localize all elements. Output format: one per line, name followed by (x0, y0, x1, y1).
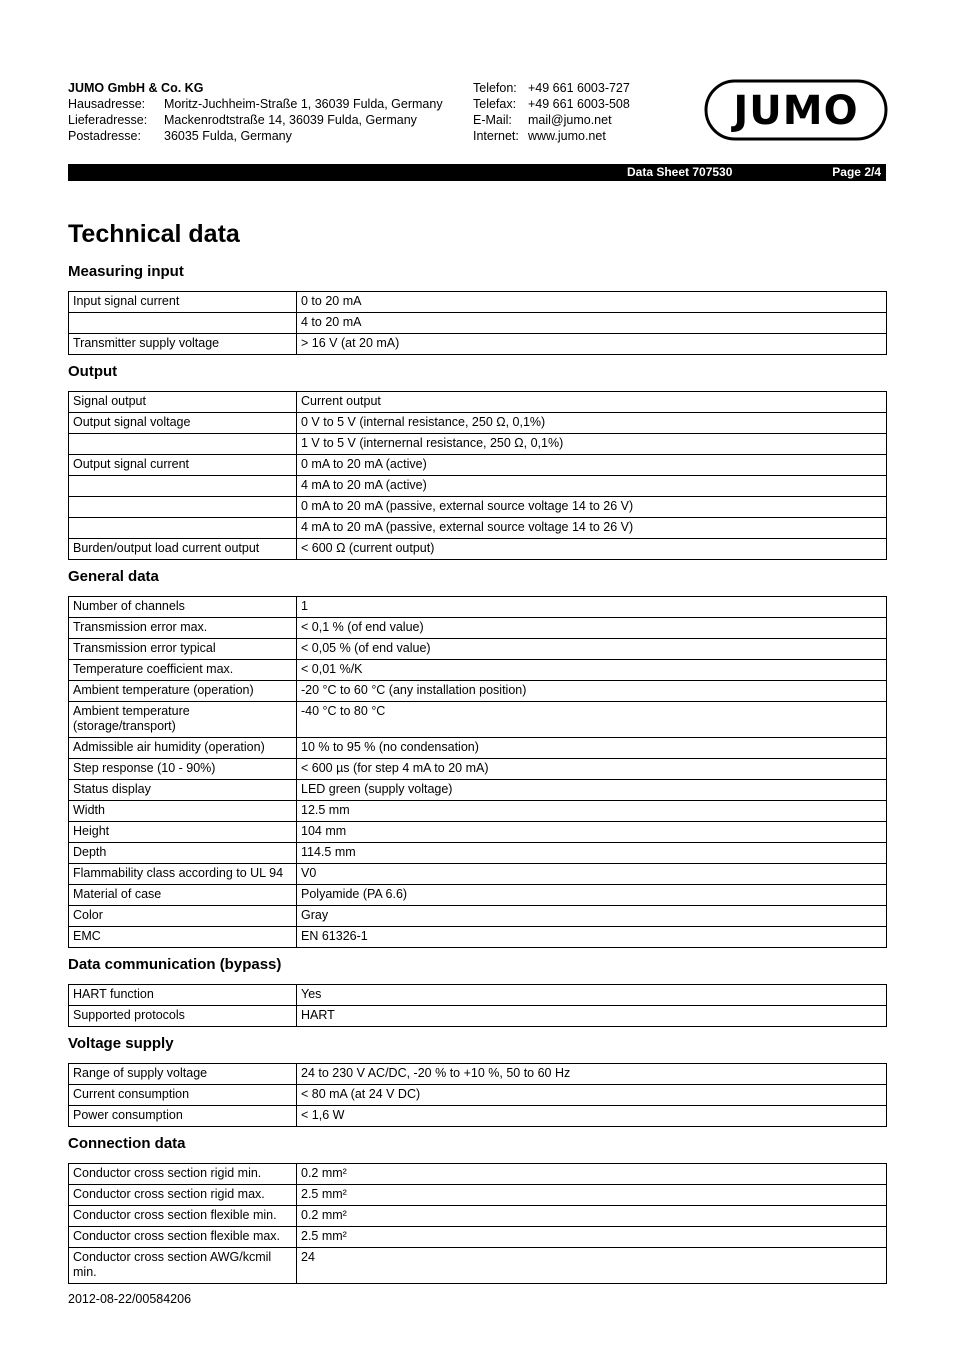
spec-value: EN 61326-1 (297, 927, 887, 948)
spec-value: Yes (297, 985, 887, 1006)
spec-name (69, 313, 297, 334)
header-bar (68, 164, 886, 181)
spec-value: Polyamide (PA 6.6) (297, 885, 887, 906)
spec-table (68, 596, 887, 948)
spec-value: 24 (297, 1248, 887, 1284)
spec-value: 114.5 mm (297, 843, 887, 864)
spec-value: 4 to 20 mA (297, 313, 887, 334)
table-row (69, 434, 887, 455)
spec-name: Width (69, 801, 297, 822)
spec-value: < 80 mA (at 24 V DC) (297, 1085, 887, 1106)
spec-name: Power consumption (69, 1106, 297, 1127)
table-row (69, 843, 887, 864)
spec-name: Temperature coefficient max. (69, 660, 297, 681)
spec-value: 4 mA to 20 mA (passive, external source voltage 14 to 26 V) (297, 518, 887, 539)
contact-value: +49 661 6003-727 (528, 81, 630, 95)
table-row (69, 1206, 887, 1227)
table-row (69, 801, 887, 822)
spec-name: Material of case (69, 885, 297, 906)
contact-row (473, 128, 630, 144)
spec-name: Supported protocols (69, 1006, 297, 1027)
table-row (69, 1248, 887, 1284)
spec-name: Range of supply voltage (69, 1064, 297, 1085)
address-row (68, 128, 443, 144)
spec-name: Color (69, 906, 297, 927)
spec-value: 0 to 20 mA (297, 292, 887, 313)
spec-value: 10 % to 95 % (no condensation) (297, 738, 887, 759)
table-row (69, 1164, 887, 1185)
spec-name: Input signal current (69, 292, 297, 313)
spec-value: 0.2 mm² (297, 1164, 887, 1185)
spec-value: LED green (supply voltage) (297, 780, 887, 801)
spec-value: 2.5 mm² (297, 1227, 887, 1248)
spec-table (68, 984, 887, 1027)
address-label: Postadresse: (68, 129, 141, 143)
spec-value: 24 to 230 V AC/DC, -20 % to +10 %, 50 to 60 Hz (297, 1064, 887, 1085)
address-value: Mackenrodtstraße 14, 36039 Fulda, Germany (164, 113, 417, 127)
spec-name: Burden/output load current output (69, 539, 297, 560)
company-address-block (68, 80, 443, 144)
datasheet-number: Data Sheet 707530 (627, 165, 733, 179)
table-row (69, 1085, 887, 1106)
spec-table (68, 1063, 887, 1127)
page-title: Technical data (68, 220, 240, 248)
spec-name: Transmitter supply voltage (69, 334, 297, 355)
table-row (69, 392, 887, 413)
spec-value: < 0,05 % (of end value) (297, 639, 887, 660)
spec-table (68, 291, 887, 355)
spec-name: Conductor cross section flexible min. (69, 1206, 297, 1227)
table-row (69, 1185, 887, 1206)
contact-label: Internet: (473, 129, 519, 143)
spec-value: 0.2 mm² (297, 1206, 887, 1227)
table-row (69, 618, 887, 639)
table-row (69, 476, 887, 497)
table-row (69, 1006, 887, 1027)
spec-name: Status display (69, 780, 297, 801)
spec-name: Step response (10 - 90%) (69, 759, 297, 780)
spec-value: Gray (297, 906, 887, 927)
spec-name: Ambient temperature (storage/transport) (69, 702, 297, 738)
table-row (69, 1064, 887, 1085)
page-number: Page 2/4 (832, 165, 881, 179)
contact-value: mail@jumo.net (528, 113, 612, 127)
spec-value: 2.5 mm² (297, 1185, 887, 1206)
spec-value: 0 V to 5 V (internal resistance, 250 Ω, 0,1%) (297, 413, 887, 434)
address-value: Moritz-Juchheim-Straße 1, 36039 Fulda, Germany (164, 97, 443, 111)
contact-row (473, 96, 630, 112)
address-row (68, 96, 443, 112)
spec-value: 0 mA to 20 mA (active) (297, 455, 887, 476)
section (68, 567, 887, 948)
spec-name (69, 476, 297, 497)
company-name: JUMO GmbH & Co. KG (68, 81, 204, 95)
table-row (69, 1106, 887, 1127)
section (68, 955, 887, 1027)
spec-value: 1 V to 5 V (internernal resistance, 250 Ω, 0,1%) (297, 434, 887, 455)
table-row (69, 313, 887, 334)
contact-value: +49 661 6003-508 (528, 97, 630, 111)
table-row (69, 927, 887, 948)
table-row (69, 518, 887, 539)
address-row (68, 112, 443, 128)
spec-name: Current consumption (69, 1085, 297, 1106)
spec-name: Conductor cross section AWG/kcmil min. (69, 1248, 297, 1284)
section (68, 1134, 887, 1284)
spec-name (69, 434, 297, 455)
spec-name: Output signal voltage (69, 413, 297, 434)
spec-name: Conductor cross section rigid max. (69, 1185, 297, 1206)
table-row (69, 597, 887, 618)
spec-value: < 600 Ω (current output) (297, 539, 887, 560)
contact-label: Telefax: (473, 97, 517, 111)
spec-name: EMC (69, 927, 297, 948)
spec-name: Transmission error max. (69, 618, 297, 639)
table-row (69, 639, 887, 660)
spec-value: V0 (297, 864, 887, 885)
table-row (69, 455, 887, 476)
contact-label: Telefon: (473, 81, 517, 95)
table-row (69, 334, 887, 355)
spec-value: HART (297, 1006, 887, 1027)
table-row (69, 1227, 887, 1248)
contact-block (473, 80, 630, 144)
footer-date: 2012-08-22/00584206 (68, 1292, 192, 1306)
spec-value: 0 mA to 20 mA (passive, external source voltage 14 to 26 V) (297, 497, 887, 518)
spec-name: Signal output (69, 392, 297, 413)
section (68, 1034, 887, 1127)
section-heading: Voltage supply (68, 1035, 174, 1052)
spec-value: > 16 V (at 20 mA) (297, 334, 887, 355)
spec-value: -20 °C to 60 °C (any installation position) (297, 681, 887, 702)
section-heading: Connection data (68, 1135, 186, 1152)
jumo-logo (704, 79, 888, 141)
spec-value: 104 mm (297, 822, 887, 843)
spec-value: < 0,1 % (of end value) (297, 618, 887, 639)
table-row (69, 885, 887, 906)
spec-table (68, 391, 887, 560)
logo-text: JUMO (733, 88, 859, 134)
spec-name: Conductor cross section rigid min. (69, 1164, 297, 1185)
spec-name: Height (69, 822, 297, 843)
table-row (69, 864, 887, 885)
table-row (69, 822, 887, 843)
table-row (69, 738, 887, 759)
table-row (69, 497, 887, 518)
contact-label: E-Mail: (473, 113, 512, 127)
address-label: Hausadresse: (68, 97, 146, 111)
section (68, 262, 887, 355)
spec-value: 12.5 mm (297, 801, 887, 822)
contact-row (473, 112, 630, 128)
section-heading: General data (68, 568, 159, 585)
table-row (69, 292, 887, 313)
spec-name: Depth (69, 843, 297, 864)
spec-value: 1 (297, 597, 887, 618)
table-row (69, 780, 887, 801)
table-row (69, 759, 887, 780)
spec-name: Transmission error typical (69, 639, 297, 660)
spec-name (69, 497, 297, 518)
spec-name: Output signal current (69, 455, 297, 476)
table-row (69, 681, 887, 702)
spec-name: Flammability class according to UL 94 (69, 864, 297, 885)
spec-name (69, 518, 297, 539)
table-row (69, 906, 887, 927)
sections-container (68, 262, 887, 1291)
spec-value: 4 mA to 20 mA (active) (297, 476, 887, 497)
spec-name: Number of channels (69, 597, 297, 618)
address-value: 36035 Fulda, Germany (164, 129, 292, 143)
contact-row (473, 80, 630, 96)
contact-value: www.jumo.net (528, 129, 606, 143)
spec-value: Current output (297, 392, 887, 413)
table-row (69, 539, 887, 560)
spec-value: < 1,6 W (297, 1106, 887, 1127)
spec-value: < 600 µs (for step 4 mA to 20 mA) (297, 759, 887, 780)
spec-value: < 0,01 %/K (297, 660, 887, 681)
spec-name: HART function (69, 985, 297, 1006)
spec-value: -40 °C to 80 °C (297, 702, 887, 738)
table-row (69, 985, 887, 1006)
address-label: Lieferadresse: (68, 113, 148, 127)
table-row (69, 702, 887, 738)
section (68, 362, 887, 560)
section-heading: Output (68, 363, 118, 380)
spec-name: Admissible air humidity (operation) (69, 738, 297, 759)
table-row (69, 413, 887, 434)
table-row (69, 660, 887, 681)
spec-table (68, 1163, 887, 1284)
section-heading: Measuring input (68, 263, 184, 280)
spec-name: Conductor cross section flexible max. (69, 1227, 297, 1248)
section-heading: Data communication (bypass) (68, 956, 282, 973)
spec-name: Ambient temperature (operation) (69, 681, 297, 702)
